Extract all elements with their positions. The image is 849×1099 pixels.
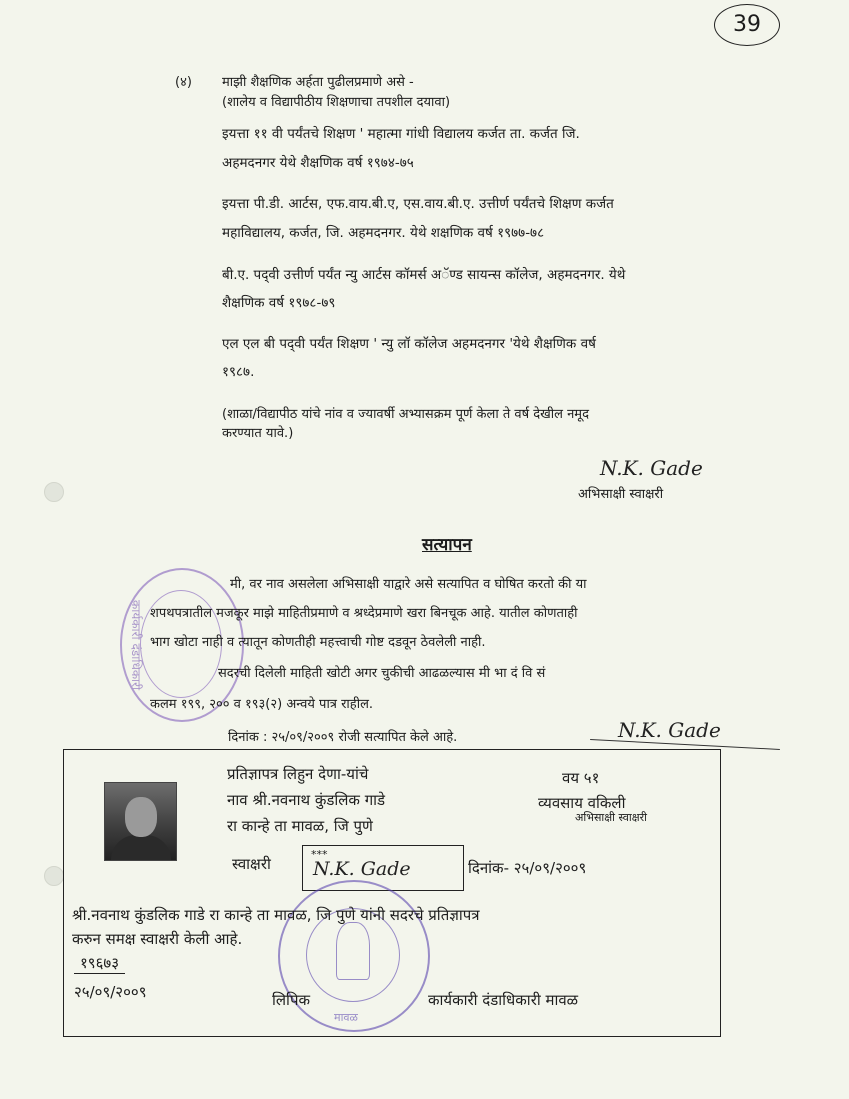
register-number: १९६७३ (74, 953, 125, 974)
occupation-sub-label: अभिसाक्षी स्वाक्षरी (575, 811, 647, 824)
signature-label: स्वाक्षरी (232, 855, 271, 873)
punch-hole (44, 482, 64, 502)
education-line: इयत्ता पी.डी. आर्टस, एफ.वाय.बी.ए, एस.वाय.बी.ए. उत्तीर्ण पर्यंतचे शिक्षण कर्जत (222, 196, 614, 212)
officer-title: कार्यकारी दंडाधिकारी मावळ (428, 991, 579, 1009)
attestation-name: नाव श्री.नवनाथ कुंडलिक गाडे (227, 791, 386, 809)
attestation-statement: श्री.नवनाथ कुंडलिक गाडे रा कान्हे ता मावळ, जि पुणे यांनी सदरचे प्रतिज्ञापत्र (72, 906, 480, 924)
verification-date: दिनांक : २५/०९/२००९ रोजी सत्यापित केले आहे. (228, 730, 458, 745)
ashoka-emblem-icon (336, 922, 370, 980)
deponent-signature-label: अभिसाक्षी स्वाक्षरी (578, 487, 664, 502)
deponent-photo (104, 782, 177, 861)
deponent-age: वय ५१ (562, 769, 600, 787)
box-signature: N.K. Gade (313, 858, 411, 880)
deponent-signature: N.K. Gade (600, 456, 703, 480)
education-line: शैक्षणिक वर्ष १९७८-७९ (222, 295, 336, 311)
note-line: (शाळा/विद्यापीठ यांचे नांव व ज्यावर्षी अभ्यासक्रम पूर्ण केला ते वर्ष देखील नमूद (222, 407, 589, 422)
section-subheading: (शालेय व विद्यापीठीय शिक्षणाचा तपशील दयावा) (222, 95, 451, 110)
verification-line: मी, वर नाव असलेला अभिसाक्षी याद्वारे असे सत्यापित व घोषित करतो की या (230, 577, 587, 592)
register-date: २५/०९/२००९ (74, 983, 147, 1001)
stamp-text: कार्यकारी दंडाधिकारी (129, 600, 143, 691)
education-line: बी.ए. पद्‌वी उत्तीर्ण पर्यंत न्यु आर्टस कॉमर्स अॅण्ड सायन्स कॉलेज, अहमदनगर. येथे (222, 267, 626, 283)
education-line: १९८७. (222, 364, 255, 380)
education-line: अहमदनगर येथे शैक्षणिक वर्ष १९७४-७५ (222, 155, 414, 171)
section-number: (४) (175, 75, 192, 90)
attestation-date: दिनांक- २५/०९/२००९ (468, 859, 587, 877)
verification-line: शपथपत्रातील मजकूर माझे माहितीप्रमाणे व श्रध्देप्रमाणे खरा बिनचूक आहे. यातील कोणताही (150, 606, 578, 621)
verification-title: सत्यापन (422, 535, 472, 555)
punch-hole (44, 866, 64, 886)
attestation-statement: करुन समक्ष स्वाक्षरी केली आहे. (72, 930, 243, 948)
education-line: महाविद्यालय, कर्जत, जि. अहमदनगर. येथे शक्षणिक वर्ष १९७७-७८ (222, 225, 545, 241)
deponent-occupation: व्यवसाय वकिली (538, 794, 626, 812)
verification-line: कलम १९९, २०० व १९३(२) अन्वये पात्र राहील. (150, 697, 374, 712)
education-line: इयत्ता ११ वी पर्यंतचे शिक्षण ' महात्मा गांधी विद्यालय कर्जत ता. कर्जत जि. (222, 126, 580, 142)
attestation-line: प्रतिज्ञापत्र लिहुन देणा-यांचे (227, 765, 369, 783)
education-line: एल एल बी पद्‌वी पर्यंत शिक्षण ' न्यु लॉ कॉलेज अहमदनगर 'येथे शैक्षणिक वर्ष (222, 336, 596, 352)
page-number: 39 (714, 4, 780, 46)
verification-signature: N.K. Gade (618, 718, 721, 742)
note-line: करण्यात यावे.) (222, 426, 294, 441)
signature-stars: *** (311, 848, 328, 861)
attestation-address: रा कान्हे ता मावळ, जि पुणे (227, 817, 373, 835)
section-heading: माझी शैक्षणिक अर्हता पुढीलप्रमाणे असे - (222, 75, 414, 90)
verification-line: सदरची दिलेली माहिती खोटी अगर चुकीची आढळल्यास मी भा दं वि सं (218, 666, 546, 681)
verification-line: भाग खोटा नाही व त्यातून कोणतीही महत्त्वाची गोष्ट दडवून ठेवलेली नाही. (150, 635, 486, 650)
seal-text: मावळ (334, 1011, 358, 1024)
clerk-label: लिपिक (272, 991, 310, 1009)
